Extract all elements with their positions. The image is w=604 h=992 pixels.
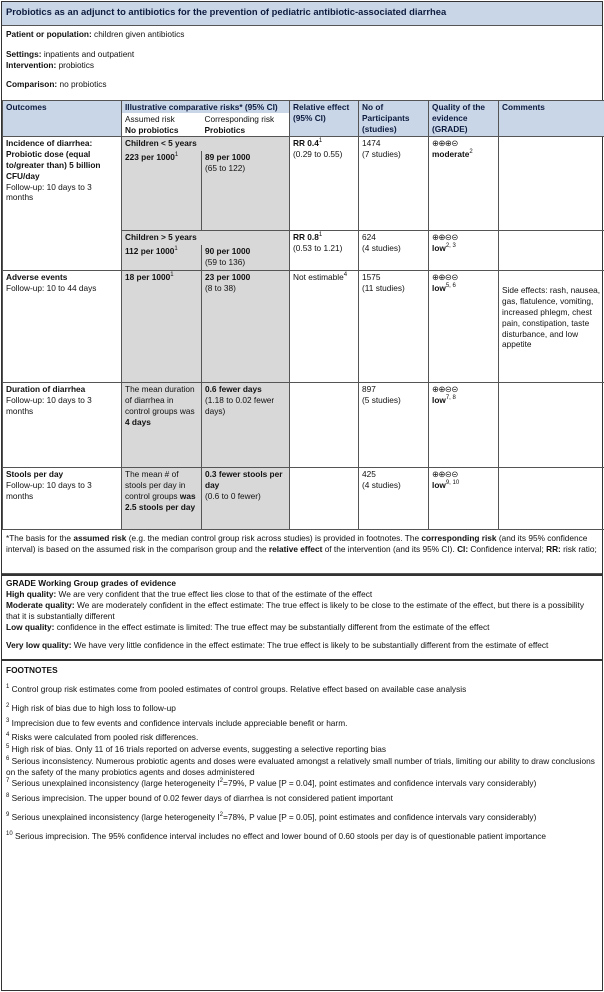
header-illustrative: Illustrative comparative risks* (95% CI): [122, 101, 290, 113]
header-quality: Quality of the evidence (GRADE): [429, 101, 499, 137]
intervention-line: Intervention: probiotics: [6, 59, 95, 70]
relative-effect-duration: [290, 383, 359, 468]
header-relative: Relative effect (95% CI): [290, 101, 359, 137]
participants-under5: 1474 (7 studies): [359, 137, 429, 231]
grade-high: High quality: We are very confident that the true effect lies close to that of the estimate of the effect: [6, 589, 373, 600]
comments-under5: [499, 137, 604, 231]
assumed-risk-duration: The mean duration of diarrhea in control groups was 4 days: [122, 383, 202, 468]
table-row: [3, 383, 604, 468]
footnote-5: $^5$ High risk of bias. Only 11 of 16 trials reported on adverse events, suggesting a selective reporting bias: [6, 744, 386, 755]
header-assumed: Assumed risk No probiotics: [122, 113, 202, 137]
footnote-8: $^8$ Serious imprecision. The upper bound of 0.02 fewer days of diarrhea is not considered patient important: [6, 793, 393, 804]
group-label-under5: Children < 5 years: [122, 137, 290, 151]
grade-very-low: Very low quality: We have very little confidence in the effect estimate: The true effect is likely to be substantially different from the estimate of effect: [6, 640, 549, 651]
assumed-risk-under5: 223 per 1000$^1$: [122, 151, 202, 231]
population-line: Patient or population: children given antibiotics: [6, 29, 185, 39]
participants-duration: 897 (5 studies): [359, 383, 429, 468]
assumed-risk-adverse: 18 per 1000$^1$: [122, 271, 202, 383]
footnote-4: $^4$ Risks were calculated from pooled risk differences.: [6, 732, 199, 743]
header-comments: Comments: [499, 101, 604, 137]
grade-low: Low quality: confidence in the effect estimate is limited: The true effect may be substantially different from the estimate of the effect: [6, 621, 490, 632]
footnote-7: $^7$ Serious unexplained inconsistency (large heterogeneity $I^2=79\%$, P value [P = 0.04], point estimates and confidence intervals vary considerably): [6, 778, 537, 789]
summary-table: [2, 100, 604, 530]
relative-effect-stools: [290, 468, 359, 530]
table-header-row: [3, 101, 604, 113]
corresponding-risk-stools: 0.3 fewer stools per day (0.6 to 0 fewer): [202, 468, 290, 530]
grade-moderate: Moderate quality: We are moderately confident in the effect estimate: The true effect is likely to be close to the estimate of the effect, but there is a possibility that it is substantially different: [6, 600, 585, 621]
quality-duration: ⊕⊕⊝⊝ low$^{7, 8}$: [429, 383, 499, 468]
outcome-incidence: Incidence of diarrhea: Probiotic dose (equal to/greater than) 5 billion CFU/day Follow-up: 10 days to 3 months: [3, 137, 122, 245]
corresponding-risk-under5: 89 per 1000 (65 to 122): [202, 151, 290, 231]
header-outcomes: Outcomes: [3, 101, 122, 137]
comments-over5: [499, 231, 604, 271]
table-row: [3, 468, 604, 530]
summary-of-findings-page: [1, 1, 603, 991]
header-participants: No of Participants (studies): [359, 101, 429, 137]
corresponding-risk-duration: 0.6 fewer days (1.18 to 0.02 fewer days): [202, 383, 290, 468]
outcome-adverse: Adverse events Follow-up: 10 to 44 days: [3, 271, 122, 383]
footnote-10: $^{10}$ Serious imprecision. The 95% confidence interval includes no effect and lower bound of 0.60 stools per day is of questionable patient importance: [6, 830, 547, 841]
assumed-risk-over5: 112 per 1000$^1$: [122, 245, 202, 271]
comments-duration: [499, 383, 604, 468]
comparison-line: Comparison: no probiotics: [6, 79, 107, 90]
participants-adverse: 1575 (11 studies): [359, 271, 429, 383]
quality-over5: ⊕⊕⊝⊝ low$^{2, 3}$: [429, 231, 499, 271]
relative-effect-over5: RR $0.8^1$ (0.53 to 1.21): [290, 231, 359, 271]
assumed-risk-stools: The mean # of stools per day in control groups was 2.5 stools per day: [122, 468, 202, 530]
quality-adverse: ⊕⊕⊝⊝ low$^{5, 6}$: [429, 271, 499, 383]
outcome-stools: Stools per day Follow-up: 10 days to 3 months: [3, 468, 122, 530]
table-row: [3, 271, 604, 383]
participants-stools: 425 (4 studies): [359, 468, 429, 530]
footnote-2: $^2$ High risk of bias due to high loss to follow-up: [6, 702, 176, 713]
relative-effect-under5: RR $0.4^1$ (0.29 to 0.55): [290, 137, 359, 231]
footnote-1: $^1$ Control group risk estimates come from pooled estimates of control groups. Relative effect based on available case analysis: [6, 683, 467, 694]
quality-under5: ⊕⊕⊕⊝ moderate$^2$: [429, 137, 499, 231]
outcome-duration: Duration of diarrhea Follow-up: 10 days to 3 months: [3, 383, 122, 468]
settings-line: Settings: inpatients and outpatient: [6, 48, 135, 59]
corresponding-risk-adverse: 23 per 1000 (8 to 38): [202, 271, 290, 383]
grade-section: [2, 574, 602, 653]
quality-stools: ⊕⊕⊝⊝ low$^{9, 10}$: [429, 468, 499, 530]
footnote-3: $^3$ Imprecision due to few events and confidence intervals include appreciable benefit or harm.: [6, 717, 348, 728]
grade-heading: GRADE Working Group grades of evidence: [6, 578, 176, 589]
group-label-over5: Children > 5 years: [122, 231, 290, 245]
relative-effect-adverse: Not estimable$^4$: [290, 271, 359, 383]
footnote-6: $^6$ Serious inconsistency. Numerous probiotic agents and doses were evaluated amongst a relatively small number of trials, limiting our ability to draw conclusions on the safety of the many probiotics agents and doses administered: [6, 755, 595, 777]
participants-over5: 624 (4 studies): [359, 231, 429, 271]
footnote-9: $^9$ Serious unexplained inconsistency (large heterogeneity $I^2=78\%$, P value [P = 0.05], point estimates and confidence intervals vary considerably): [6, 811, 537, 822]
study-meta: [2, 26, 602, 90]
table-row: [3, 137, 604, 151]
header-corresponding: Corresponding risk Probiotics: [202, 113, 290, 137]
footnotes-section: [2, 659, 602, 841]
comments-adverse: Side effects: rash, nausea, gas, flatulence, vomiting, increased phlegm, chest pain, constipation, taste disturbance, and low appetite: [499, 271, 604, 383]
page-title: Probiotics as an adjunct to antibiotics for the prevention of pediatric antibiotic-associated diarrhea: [2, 2, 602, 26]
table-note: *The basis for the assumed risk (e.g. the median control group risk across studies) is provided in footnotes. The corresponding risk (and its 95% confidence interval) is based on the assumed risk in the comparison group and the relative effect of the intervention (and its 95% CI). CI: Confidence interval; RR: risk ratio;: [2, 530, 602, 574]
outcome-incidence-cont: [3, 245, 122, 271]
footnotes-heading: FOOTNOTES: [6, 665, 58, 676]
comments-stools: [499, 468, 604, 530]
corresponding-risk-over5: 90 per 1000 (59 to 136): [202, 245, 290, 271]
